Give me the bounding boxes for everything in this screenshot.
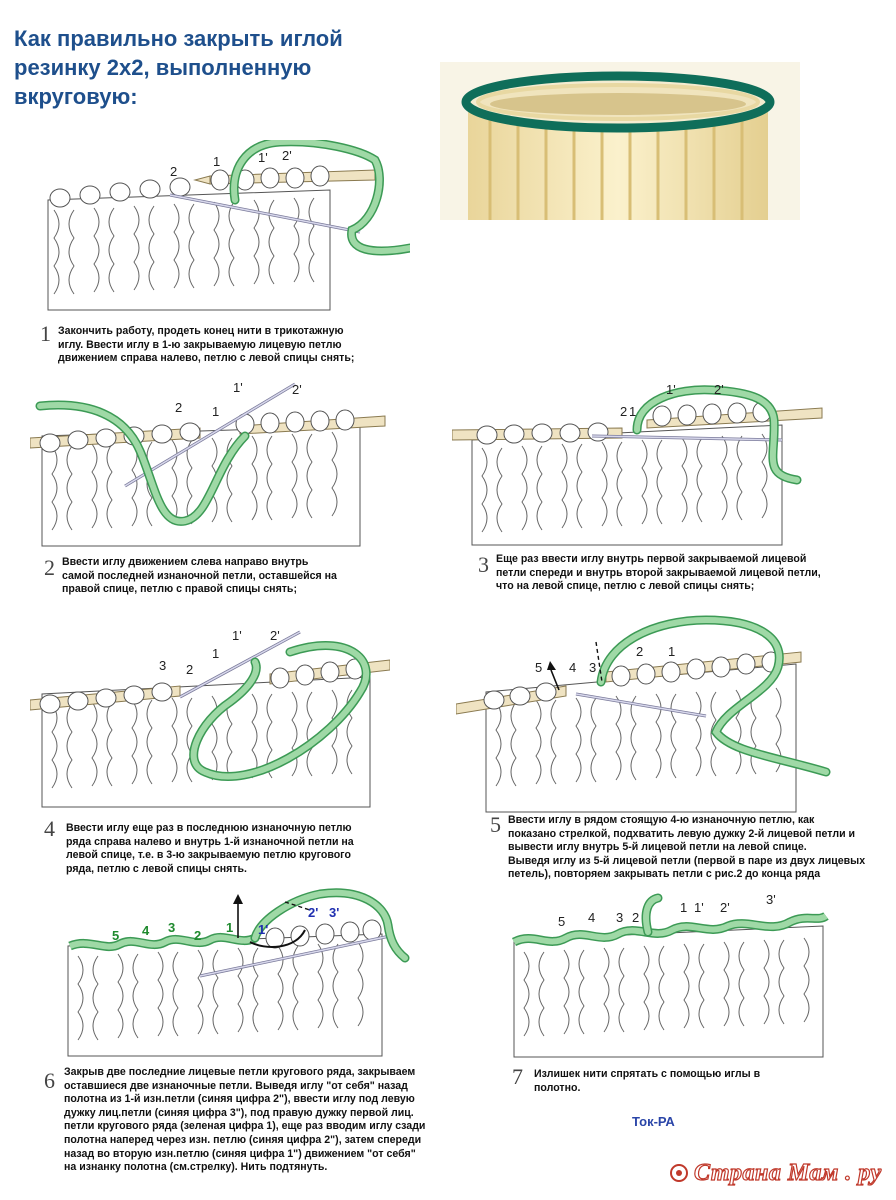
loop-label-green: 1 xyxy=(226,920,234,935)
step-number: 1 xyxy=(40,321,51,346)
step-caption: Излишек нити спрятать с помощью иглы в полотно. xyxy=(534,1068,761,1094)
step-1-diagram xyxy=(30,140,410,315)
step-3-diagram xyxy=(452,380,832,550)
ribbing-photo-drawing xyxy=(440,62,800,220)
loop-label: 2 xyxy=(170,164,178,179)
step-2-diagram xyxy=(30,376,400,551)
watermark-text: Страна Мам . ру xyxy=(694,1160,882,1186)
step-6-diagram xyxy=(60,880,440,1060)
step-caption: Ввести иглу в рядом стоящую 4-ю изнаночную петлю, как показано стрелкой, подхватить левую дужку 2-й лицевой петли и вывести иглу внутрь 5-й лицевой петли на левой спице. Выведя иглу из 5-й лицевой петли (первой в паре из двух лицевых петель), повторяем закрывать петли с рис.2 до конца ряда xyxy=(508,814,866,881)
step-caption: Ввести иглу движением слева направо внутрь самой последней изнаночной петли, оставшейся на правой спице, петлю с правой спицы снять; xyxy=(62,556,337,596)
loop-label: 3 xyxy=(589,660,597,675)
loop-label: 1 xyxy=(629,404,637,419)
loop-label: 1 xyxy=(212,646,220,661)
loop-label: 2' xyxy=(282,148,292,163)
loop-label: 3 xyxy=(159,658,167,673)
loop-label: 1 xyxy=(668,644,676,659)
knitted-ribbing-photo xyxy=(440,62,800,220)
loop-label: 2 xyxy=(175,400,183,415)
loop-label: 1' xyxy=(666,382,676,397)
loop-label-green: 3 xyxy=(168,920,176,935)
loop-label: 2 xyxy=(632,910,640,925)
loop-label: 1' xyxy=(232,628,242,643)
step-number: 5 xyxy=(490,812,501,837)
loop-label-blue: 1' xyxy=(258,922,269,937)
step-number: 6 xyxy=(44,1068,55,1093)
watermark-logo-icon xyxy=(668,1162,690,1184)
loop-label-blue: 2' xyxy=(308,905,319,920)
loop-label: 2' xyxy=(292,382,302,397)
step-number: 4 xyxy=(44,816,55,841)
loop-label: 4 xyxy=(588,910,596,925)
step-caption: Закрыв две последние лицевые петли кругового ряда, закрываем оставшиеся две изнаночные петли. Выведя иглу "от себя" назад полотна из 1-й изн.петли (синяя цифра 2"), ввести иглу под левую дужку лиц.петли (синяя цифра 3"), под правую дужку первой лиц. петли кругового ряда (зеленая цифра 1), еще раз вводим иглу сзади полотна наперед через изн. петлю (синяя цифра 2"), затем спереди назад во вторую изн.петлю (синяя цифра 1") движением "от себя" на изнанку полотна (см.стрелку). Нить подтянуть. xyxy=(64,1066,426,1174)
loop-label: 2' xyxy=(270,628,280,643)
loop-label: 2' xyxy=(714,382,724,397)
step-7-diagram xyxy=(508,892,838,1062)
loop-label: 4 xyxy=(569,660,577,675)
loop-label: 2' xyxy=(720,900,730,915)
loop-label: 3' xyxy=(766,892,776,907)
loop-label: 1 xyxy=(213,154,221,169)
loop-label-blue: 3' xyxy=(329,905,340,920)
step-4-diagram xyxy=(30,622,390,812)
step-caption: Ввести иглу еще раз в последнюю изнаночную петлю ряда справа налево и внутрь 1-й изнаночной петли на левой спице, т.е. в 3-ю закрываемую петлю кругового ряда, петлю с левой спицы снять. xyxy=(66,822,354,875)
step-caption: Еще раз ввести иглу внутрь первой закрываемой лицевой петли спереди и внутрь второй закрываемой лицевой петли, что на левой спице, петлю с левой спицы снять; xyxy=(496,553,821,593)
loop-label: 5 xyxy=(558,914,566,929)
step-number: 3 xyxy=(478,552,489,577)
step-number: 7 xyxy=(512,1064,523,1089)
loop-label: 1' xyxy=(694,900,704,915)
loop-label: 5 xyxy=(535,660,543,675)
loop-label: 2 xyxy=(186,662,194,677)
loop-label: 2 xyxy=(636,644,644,659)
step-5-diagram xyxy=(456,612,846,817)
loop-label: 1 xyxy=(212,404,220,419)
page-title: Как правильно закрыть иглой резинку 2х2, выполненную вкруговую: xyxy=(14,26,343,109)
loop-label-green: 2 xyxy=(194,928,202,943)
loop-label-green: 5 xyxy=(112,928,120,943)
loop-label: 1 xyxy=(680,900,688,915)
loop-label-green: 4 xyxy=(142,923,150,938)
loop-label: 3 xyxy=(616,910,624,925)
loop-label: 2 xyxy=(620,404,628,419)
step-number: 2 xyxy=(44,555,55,580)
loop-label: 1' xyxy=(258,150,268,165)
step-caption: Закончить работу, продеть конец нити в трикотажную иглу. Ввести иглу в 1-ю закрываемую лицевую петлю движением справа налево, петлю с левой спицы снять; xyxy=(58,325,355,365)
loop-label: 1' xyxy=(233,380,243,395)
author-credit: Ток-РА xyxy=(632,1114,675,1129)
